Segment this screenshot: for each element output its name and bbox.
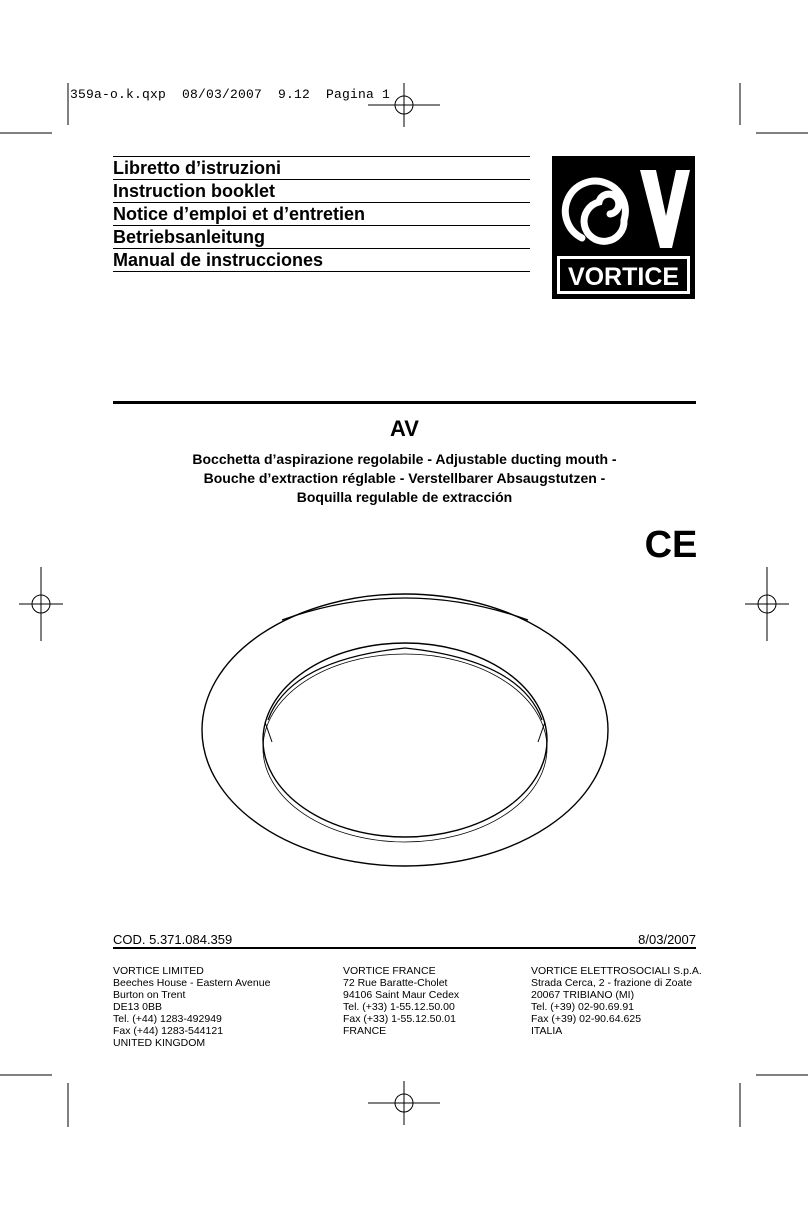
title-english: Instruction booklet <box>113 180 530 203</box>
address-line: Strada Cerca, 2 - frazione di Zoate <box>531 977 693 989</box>
outer-rim <box>202 594 608 866</box>
address-line: VORTICE ELETTROSOCIALI S.p.A. <box>531 965 702 977</box>
divider-rule <box>113 401 696 404</box>
address-line: Tel. (+39) 02-90.69.91 <box>531 1001 635 1013</box>
address-line: FRANCE <box>343 1025 387 1037</box>
product-description <box>113 450 696 507</box>
address-line: ITALIA <box>531 1025 563 1037</box>
vortice-logo <box>552 156 695 299</box>
address-line: Fax (+33) 1-55.12.50.01 <box>343 1013 456 1025</box>
address-line: Beeches House - Eastern Avenue <box>113 977 271 989</box>
rim-top-edge <box>282 598 528 620</box>
inner-opening <box>263 643 547 837</box>
address-line: UNITED KINGDOM <box>113 1037 206 1049</box>
title-german: Betriebsanleitung <box>113 226 530 249</box>
address-line: Tel. (+33) 1-55.12.50.00 <box>343 1001 455 1013</box>
inner-ring <box>263 654 547 842</box>
address-line: VORTICE LIMITED <box>113 965 204 977</box>
address-line: 72 Rue Baratte-Cholet <box>343 977 448 989</box>
registration-mark <box>368 1081 440 1125</box>
ce-mark-text: CE <box>645 526 697 560</box>
document-date: 8/03/2007 <box>638 932 696 947</box>
product-code: COD. 5.371.084.359 <box>113 932 233 947</box>
description-line: Boquilla regulable de extracción <box>296 489 513 505</box>
address-line: Tel. (+44) 1283-492949 <box>113 1013 222 1025</box>
address-uk <box>113 965 270 1049</box>
address-line: DE13 0BB <box>113 1001 163 1013</box>
address-france <box>343 965 459 1037</box>
product-illustration <box>190 580 620 880</box>
ce-mark-icon <box>645 526 697 560</box>
language-titles <box>113 156 530 272</box>
code-rule <box>113 947 696 949</box>
registration-mark <box>368 83 440 127</box>
address-line: Fax (+39) 02-90.64.625 <box>531 1013 642 1025</box>
registration-mark <box>19 567 63 641</box>
model-name: AV <box>390 416 419 441</box>
description-line: Bouche d’extraction réglable - Verstellbarer Absaugstutzen - <box>203 470 606 486</box>
title-french: Notice d’emploi et d’entretien <box>113 203 530 226</box>
description-line: Bocchetta d’aspirazione regolabile - Adjustable ducting mouth - <box>192 451 617 467</box>
file-slug: 359a-o.k.qxp 08/03/2007 9.12 Pagina 1 <box>70 87 391 102</box>
title-spanish: Manual de instrucciones <box>113 249 530 272</box>
address-italy <box>531 965 702 1037</box>
registration-mark <box>745 567 789 641</box>
address-line: Fax (+44) 1283-544121 <box>113 1025 224 1037</box>
address-line: VORTICE FRANCE <box>343 965 436 977</box>
address-line: 94106 Saint Maur Cedex <box>343 989 460 1001</box>
title-italian: Libretto d’istruzioni <box>113 156 530 180</box>
inner-lip <box>268 648 542 720</box>
address-line: 20067 TRIBIANO (MI) <box>531 989 635 1001</box>
logo-wordmark: VORTICE <box>567 263 680 291</box>
address-line: Burton on Trent <box>113 989 186 1001</box>
